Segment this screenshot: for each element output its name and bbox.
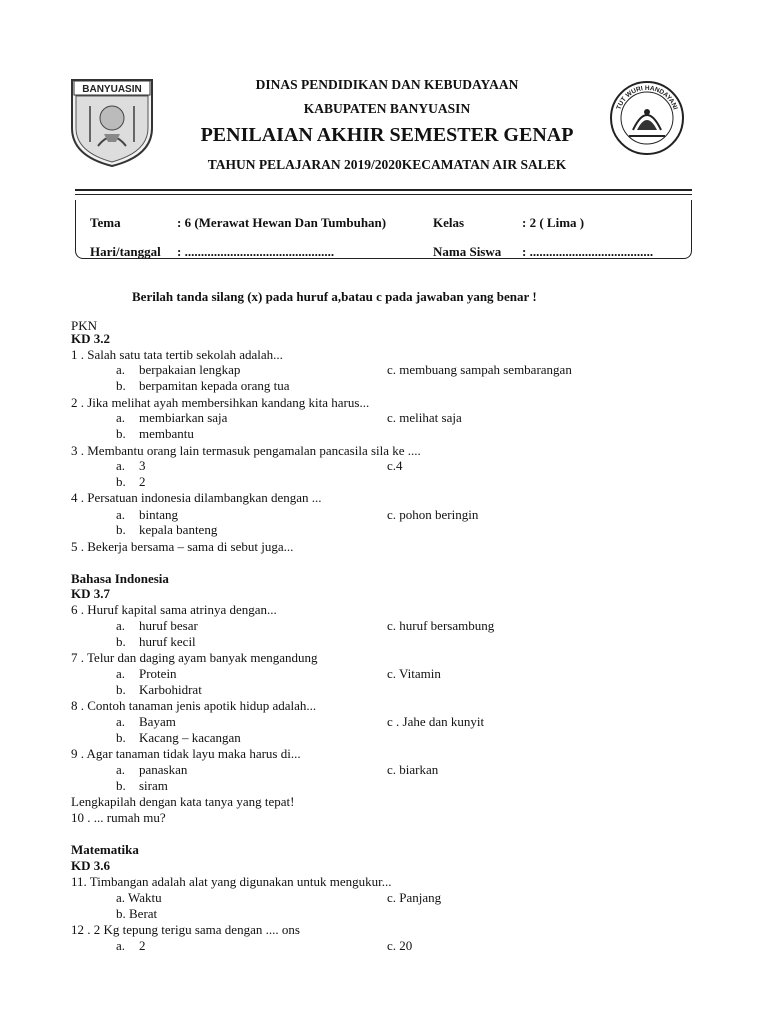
question-9: 9 . Agar tanaman tidak layu maka harus di... <box>71 746 301 761</box>
header-line-1: DINAS PENDIDIKAN DAN KEBUDAYAAN <box>255 77 519 92</box>
header-divider-thin <box>75 194 692 195</box>
hari-label: Hari/tanggal <box>90 244 161 259</box>
q9-option-b: siram <box>139 778 168 793</box>
tema-value: : 6 (Merawat Hewan Dan Tumbuhan) <box>177 215 387 230</box>
q1-a-letter: a. <box>116 362 126 377</box>
header-line-4: TAHUN PELAJARAN 2019/2020KECAMATAN AIR SALEK <box>207 157 567 172</box>
q12-a-letter: a. <box>116 938 126 953</box>
question-2: 2 . Jika melihat ayah membersihkan kandang kita harus... <box>71 395 370 410</box>
page-title: PENILAIAN AKHIR SEMESTER GENAP <box>200 124 574 146</box>
section-title-bahasa-indonesia: Bahasa Indonesia <box>71 571 169 586</box>
q6-option-c: c. huruf bersambung <box>387 618 495 633</box>
kelas-value: : 2 ( Lima ) <box>522 215 585 230</box>
q8-option-a: Bayam <box>139 714 176 729</box>
header-divider-thick <box>75 189 692 191</box>
q3-a-letter: a. <box>116 458 126 473</box>
q6-b-letter: b. <box>116 634 126 649</box>
q4-b-letter: b. <box>116 522 126 537</box>
q2-b-letter: b. <box>116 426 126 441</box>
q1-option-a: berpakaian lengkap <box>139 362 241 377</box>
q6-option-b: huruf kecil <box>139 634 196 649</box>
q3-b-letter: b. <box>116 474 126 489</box>
q1-option-c: c. membuang sampah sembarangan <box>387 362 572 377</box>
q11-option-c: c. Panjang <box>387 890 442 905</box>
q11-option-b: b. Berat <box>116 906 158 921</box>
q3-option-c: c.4 <box>387 458 403 473</box>
tema-label: Tema <box>90 215 121 230</box>
q1-b-letter: b. <box>116 378 126 393</box>
question-5: 5 . Bekerja bersama – sama di sebut juga... <box>71 539 294 554</box>
kd-matematika: KD 3.6 <box>71 858 110 873</box>
q2-option-c: c. melihat saja <box>387 410 462 425</box>
q9-b-letter: b. <box>116 778 126 793</box>
q12-option-c: c. 20 <box>387 938 413 953</box>
q8-b-letter: b. <box>116 730 126 745</box>
q8-a-letter: a. <box>116 714 126 729</box>
kd-bahasa-indonesia: KD 3.7 <box>71 586 110 601</box>
question-12: 12 . 2 Kg tepung terigu sama dengan .... ons <box>71 922 300 937</box>
q8-option-c: c . Jahe dan kunyit <box>387 714 485 729</box>
q2-option-b: membantu <box>139 426 194 441</box>
kd-pkn: KD 3.2 <box>71 331 110 346</box>
q3-option-b: 2 <box>139 474 146 489</box>
section-title-pkn: PKN <box>71 318 98 333</box>
question-8: 8 . Contoh tanaman jenis apotik hidup adalah... <box>71 698 317 713</box>
question-6: 6 . Huruf kapital sama atrinya dengan... <box>71 602 277 617</box>
q4-option-a: bintang <box>139 507 178 522</box>
banyuasin-logo-text: BANYUASIN <box>82 84 142 95</box>
q9-a-letter: a. <box>116 762 126 777</box>
q7-a-letter: a. <box>116 666 126 681</box>
nama-label: Nama Siswa <box>433 244 502 259</box>
question-1: 1 . Salah satu tata tertib sekolah adalah... <box>71 347 283 362</box>
question-10: 10 . ... rumah mu? <box>71 810 166 825</box>
hari-value: : .............................................. <box>177 244 335 259</box>
q7-option-b: Karbohidrat <box>139 682 202 697</box>
tut-wuri-text: TUT WURI HANDAYANI <box>615 84 679 111</box>
q4-option-c: c. pohon beringin <box>387 507 479 522</box>
q2-a-letter: a. <box>116 410 126 425</box>
q7-b-letter: b. <box>116 682 126 697</box>
question-7: 7 . Telur dan daging ayam banyak mengandung <box>71 650 318 665</box>
q6-option-a: huruf besar <box>139 618 198 633</box>
nama-value: : ...................................... <box>522 244 654 259</box>
question-4: 4 . Persatuan indonesia dilambangkan dengan ... <box>71 490 322 505</box>
section-title-matematika: Matematika <box>71 842 139 857</box>
q2-option-a: membiarkan saja <box>139 410 228 425</box>
q3-option-a: 3 <box>139 458 146 473</box>
q6-a-letter: a. <box>116 618 126 633</box>
question-11: 11. Timbangan adalah alat yang digunakan untuk mengukur... <box>71 874 392 889</box>
q9-option-c: c. biarkan <box>387 762 439 777</box>
q8-option-b: Kacang – kacangan <box>139 730 241 745</box>
q9-option-a: panaskan <box>139 762 188 777</box>
header-line-2: KABUPATEN BANYUASIN <box>303 101 471 116</box>
q11-option-a: a. Waktu <box>116 890 162 905</box>
question-3: 3 . Membantu orang lain termasuk pengamalan pancasila sila ke .... <box>71 443 421 458</box>
q4-option-b: kepala banteng <box>139 522 218 537</box>
fill-in-instruction: Lengkapilah dengan kata tanya yang tepat! <box>71 794 295 809</box>
q12-option-a: 2 <box>139 938 146 953</box>
kelas-label: Kelas <box>433 215 465 230</box>
q1-option-b: berpamitan kepada orang tua <box>139 378 290 393</box>
q7-option-a: Protein <box>139 666 177 681</box>
q7-option-c: c. Vitamin <box>387 666 441 681</box>
q4-a-letter: a. <box>116 507 126 522</box>
instruction: Berilah tanda silang (x) pada huruf a,batau c pada jawaban yang benar ! <box>132 289 537 304</box>
